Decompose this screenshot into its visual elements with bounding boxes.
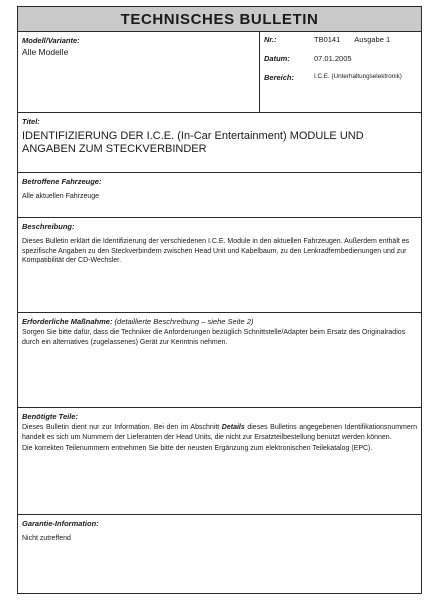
garantie-text: Nicht zutreffend — [22, 535, 71, 542]
nr-label: Nr.: — [264, 35, 277, 44]
massnahme-label: Erforderliche Maßnahme: — [22, 317, 113, 326]
massnahme-section — [18, 313, 421, 408]
fahrzeuge-label: Betroffene Fahrzeuge: — [22, 177, 102, 186]
datum-label: Datum: — [264, 54, 290, 63]
meta-cell — [260, 32, 421, 112]
garantie-section — [18, 515, 421, 573]
nr-row — [264, 35, 417, 44]
beschreibung-text: Dieses Bulletin erklärt die Identifizierung der verschiedenen I.C.E. Module in den aktuellen Fahrzeugen. Außerdem enthält es spezifische Angaben zu den Steckverbindern zwischen Head Unit und Kabelbaum, zu den Lenkradfernbedienungen und zur Kompatibilität der CD-Wechsler. — [22, 238, 410, 264]
fahrzeuge-text: Alle aktuellen Fahrzeuge — [22, 193, 100, 200]
model-label: Modell/Variante: — [22, 36, 80, 45]
garantie-label: Garantie-Information: — [22, 519, 99, 528]
beschreibung-label: Beschreibung: — [22, 222, 75, 231]
bereich-value: I.C.E. (Unterhaltungselektronik) — [314, 73, 402, 80]
teile-section — [18, 408, 421, 515]
bulletin-document — [17, 6, 422, 594]
bereich-label: Bereich: — [264, 73, 295, 82]
ausgabe-value: Ausgabe 1 — [354, 35, 391, 44]
teile-paragraph-2: Die korrekten Teilenummern entnehmen Sie bitte der neusten Ergänzung zum elektronischen Teilekatalog (EPC). — [22, 445, 373, 452]
titel-section — [18, 113, 421, 173]
teile-text — [22, 423, 417, 454]
massnahme-hint: (detaillierte Beschreibung – siehe Seite 2) — [114, 317, 254, 326]
datum-value: 07.01.2005 — [314, 54, 352, 63]
teile-paragraph-1: Dieses Bulletin dient nur zur Information. Bei den im Abschnitt Details dieses Bulletins angegebenen Identifikationsnummern handelt es sich um Nummern der Lieferanten der Head Units, die nicht zur Ersatzteilbestellung benutzt werden können. — [22, 424, 417, 441]
teile-label: Benötigte Teile: — [22, 412, 78, 421]
bulletin-title: TECHNISCHES BULLETIN — [18, 7, 421, 32]
titel-label: Titel: — [22, 117, 40, 126]
fahrzeuge-section — [18, 173, 421, 218]
massnahme-text: Sorgen Sie bitte dafür, dass die Techniker die Anforderungen bezüglich Schnittstelle/Adapter beim Ersatz des Originalradios durch ein alternatives (zugelassenes) Gerät zur Kenntnis nehmen. — [22, 329, 406, 346]
nr-value: TB0141 — [314, 35, 341, 44]
details-emphasis: Details — [221, 424, 245, 431]
datum-row — [264, 54, 417, 63]
bereich-row — [264, 73, 417, 82]
titel-text: IDENTIFIZIERUNG DER I.C.E. (In-Car Entertainment) MODULE UND ANGABEN ZUM STECKVERBINDER — [22, 130, 364, 155]
beschreibung-section — [18, 218, 421, 313]
model-value: Alle Modelle — [22, 47, 69, 57]
header-row — [18, 32, 421, 113]
model-cell — [18, 32, 260, 112]
